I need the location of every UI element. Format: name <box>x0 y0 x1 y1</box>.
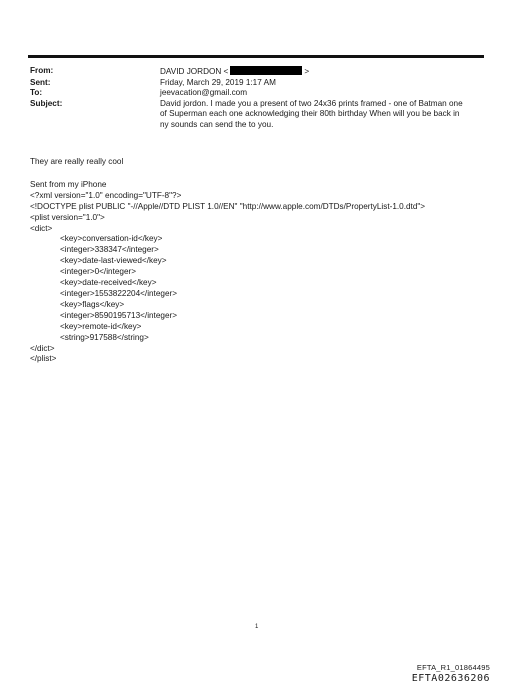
dict-line: <integer>338347</integer> <box>60 245 159 255</box>
dict-line: <key>conversation-id</key> <box>60 234 163 244</box>
dict-line: <key>date-received</key> <box>60 278 157 288</box>
header-rule <box>28 55 484 58</box>
bates-number-large: EFTA02636206 <box>411 673 490 684</box>
from-value <box>160 66 485 78</box>
subject-line: ny sounds can send the to you. <box>160 119 274 129</box>
plist-close: </plist> <box>30 354 57 364</box>
dict-line: <integer>8590195713</integer> <box>60 310 178 320</box>
signature: Sent from my iPhone <box>30 179 107 189</box>
to-label: To: <box>30 88 43 98</box>
xml-declaration: <?xml version="1.0" encoding="UTF-8"?> <box>30 190 182 200</box>
to-value: jeevacation@gmail.com <box>160 88 248 98</box>
from-label: From: <box>30 66 54 75</box>
email-header <box>30 66 485 131</box>
dict-line: <integer>0</integer> <box>60 267 137 277</box>
dict-line: <key>date-last-viewed</key> <box>60 256 167 266</box>
dict-line: <key>flags</key> <box>60 299 125 309</box>
dict-open: <dict> <box>30 223 53 233</box>
doctype-line: <!DOCTYPE plist PUBLIC "-//Apple//DTD PLIST 1.0//EN" "http://www.apple.com/DTDs/PropertyList-1.0.dtd"> <box>30 201 426 211</box>
from-suffix: > <box>304 67 310 76</box>
dict-line: <key>remote-id</key> <box>60 321 142 331</box>
sent-label: Sent: <box>30 77 51 87</box>
message-text: They are really really cool <box>30 157 124 166</box>
from-name: DAVID JORDON < <box>160 67 229 76</box>
to-row <box>30 88 485 99</box>
subject-line: David jordon. I made you a present of two 24x36 prints framed - one of Batman one <box>160 98 463 108</box>
dict-line: <integer>1553822204</integer> <box>60 288 178 298</box>
subject-value <box>160 99 485 131</box>
dict-close: </dict> <box>30 343 55 353</box>
dict-line: <string>917588</string> <box>60 332 149 342</box>
plist-open: <plist version="1.0"> <box>30 212 105 222</box>
subject-row <box>30 99 485 131</box>
from-row <box>30 66 485 78</box>
bates-number-small: EFTA_R1_01864495 <box>416 663 490 672</box>
sent-value: Friday, March 29, 2019 1:17 AM <box>160 77 276 87</box>
redaction-bar <box>230 66 302 75</box>
subject-line: of Superman each one acknowledging their 80th birthday When will you be back in <box>160 109 460 119</box>
subject-label: Subject: <box>30 98 63 108</box>
sent-row <box>30 78 485 89</box>
page-number: 1 <box>255 624 259 630</box>
email-body <box>30 157 490 365</box>
